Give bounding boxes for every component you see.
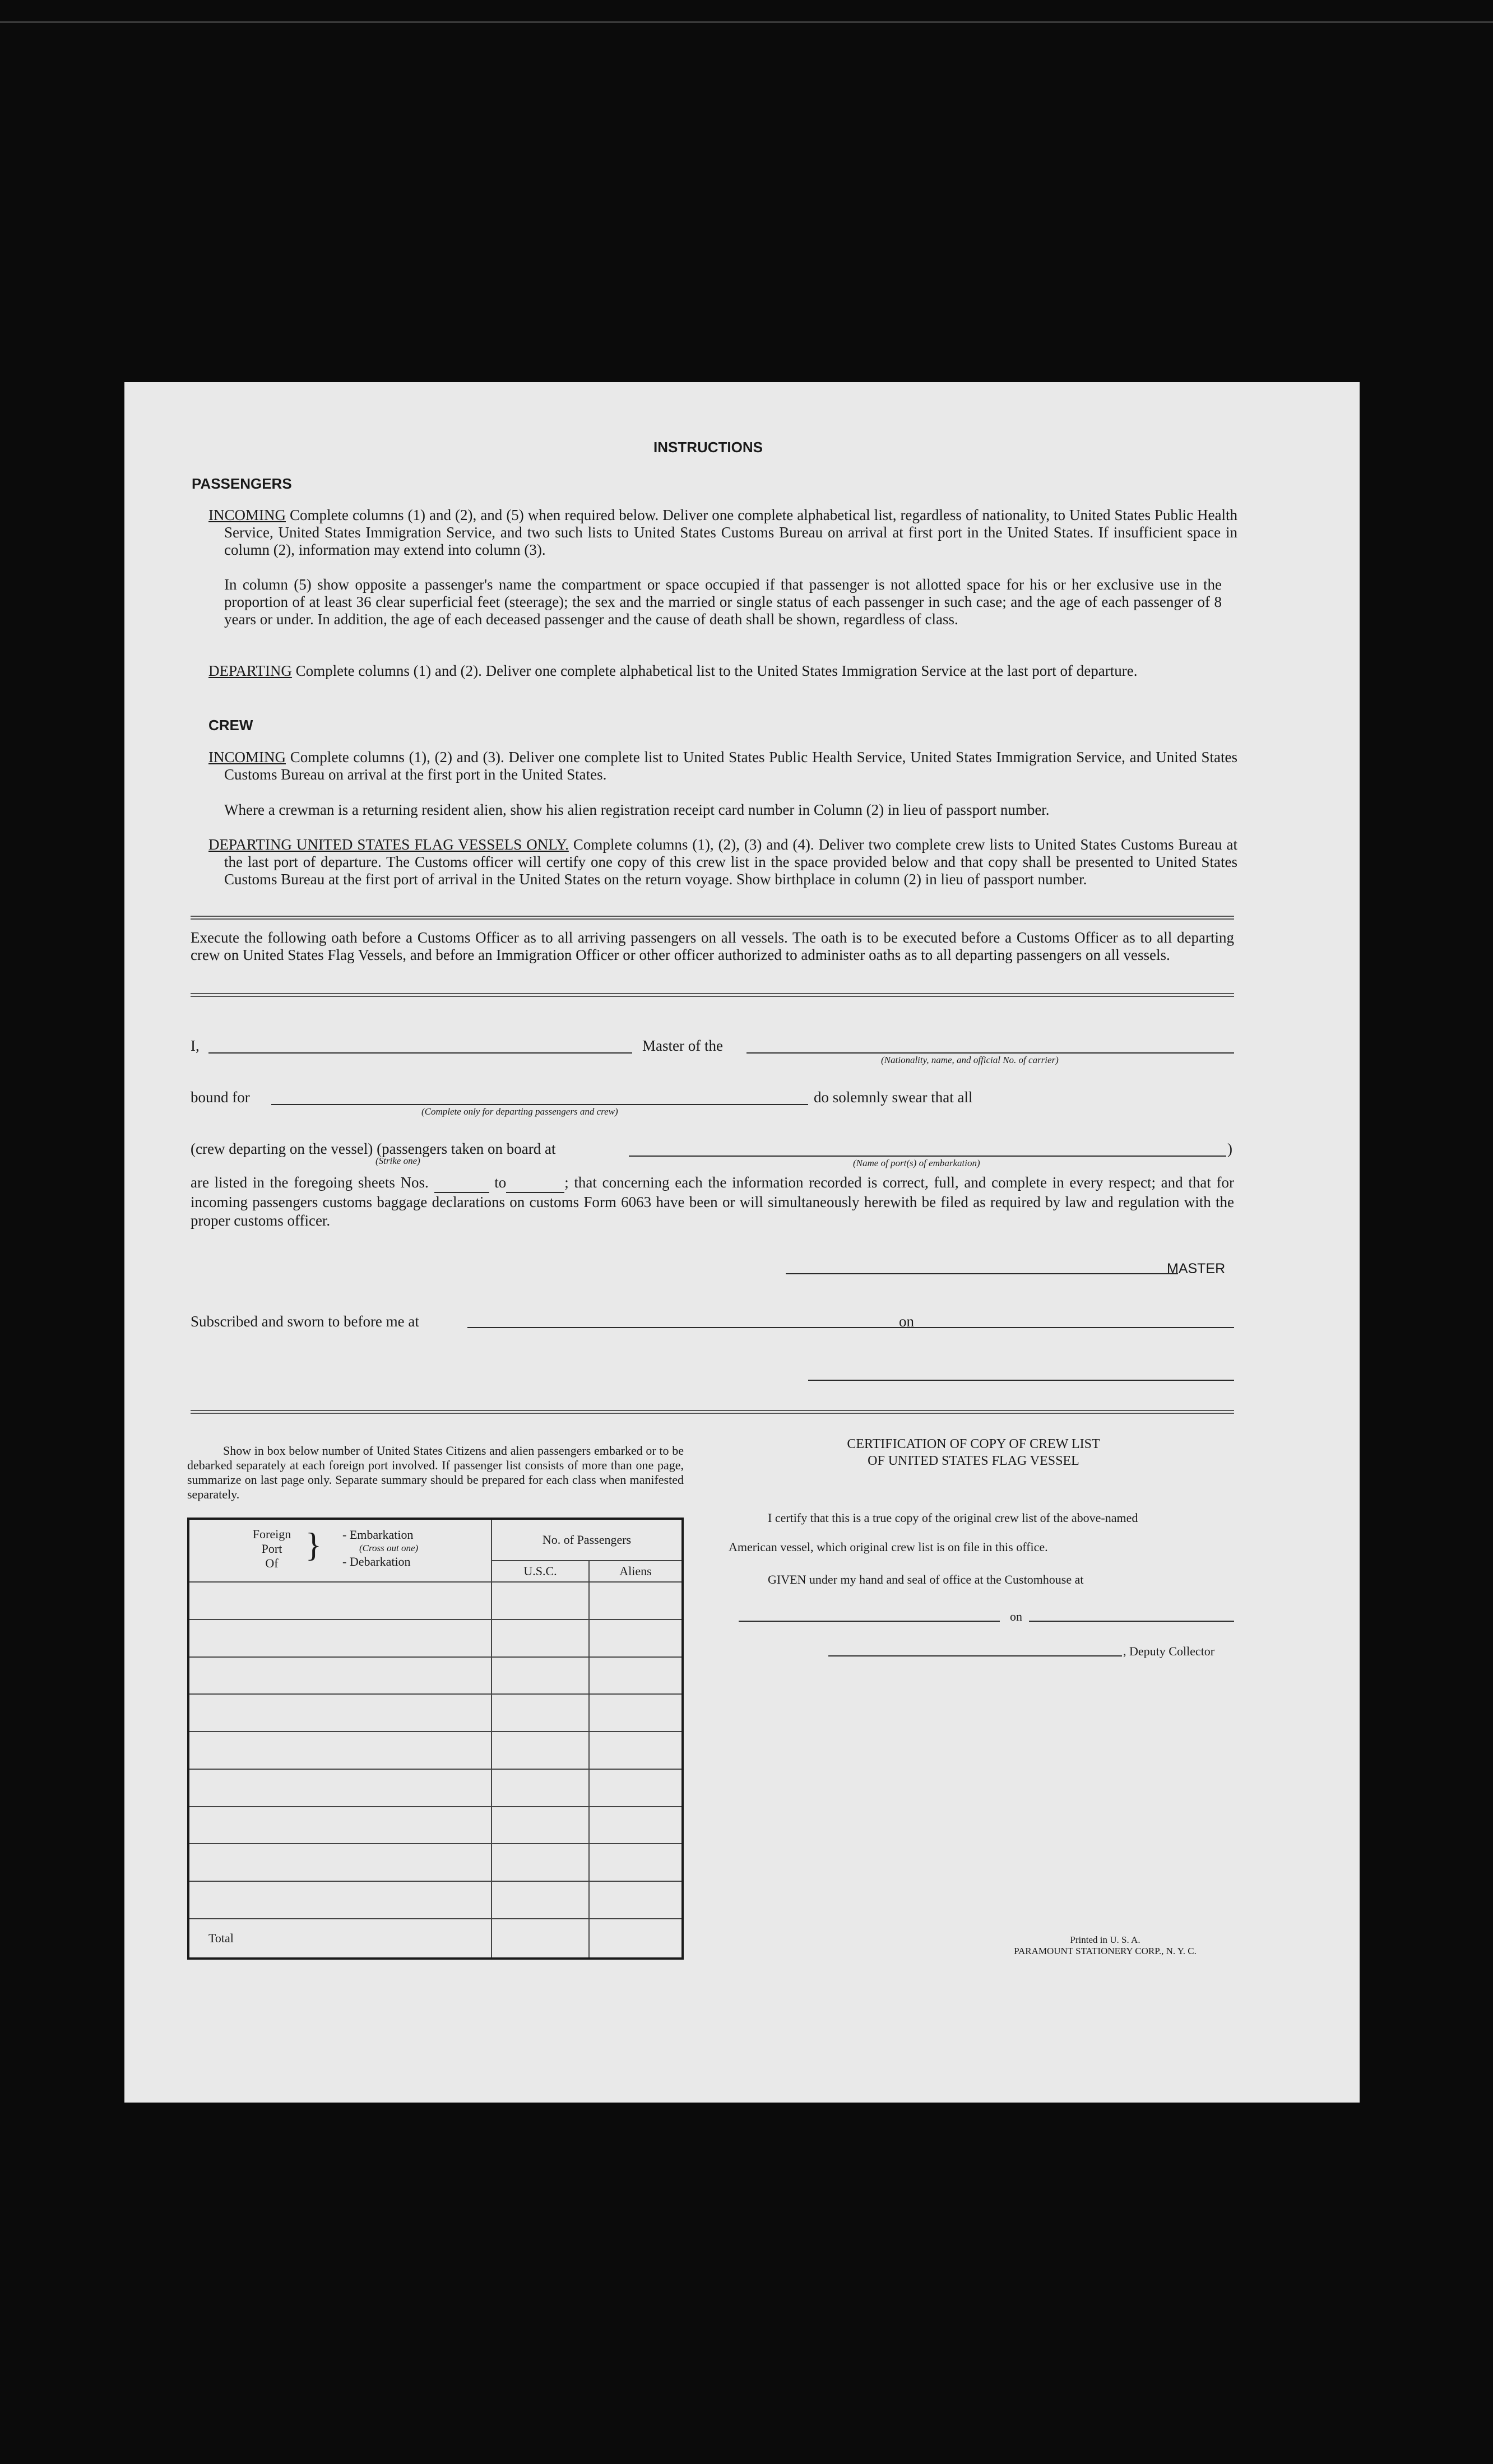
aliens-cell[interactable] — [589, 1881, 683, 1919]
carrier-field[interactable] — [746, 1052, 1234, 1054]
deputy-collector-label: , Deputy Collector — [1123, 1644, 1215, 1658]
passengers-departing-label: DEPARTING — [208, 662, 292, 679]
usc-cell[interactable] — [492, 1844, 589, 1881]
cross-out-hint: (Cross out one) — [359, 1543, 419, 1553]
usc-cell[interactable] — [492, 1657, 589, 1695]
certification-title-line-1: CERTIFICATION OF COPY OF CREW LIST — [847, 1437, 1100, 1451]
sheet-from-field[interactable] — [434, 1173, 489, 1193]
aliens-cell[interactable] — [589, 1620, 683, 1657]
given-line: GIVEN under my hand and seal of office at the Customhouse at — [768, 1572, 1084, 1586]
no-passengers-header: No. of Passengers — [492, 1519, 683, 1561]
aliens-cell[interactable] — [589, 1657, 683, 1695]
crew-flag-text: Complete columns (1), (2), (3) and (4). Deliver two complete crew lists to United States Customs Bureau at the last port of departure. The Customs officer will certify one copy of this crew list in the space provided below and that copy shall be presented to United States Customs Bureau at the first port of arrival in the United States on the return voyage. Show birthplace in column (2) in lieu of passport number. — [224, 836, 1237, 888]
aliens-cell[interactable] — [589, 1732, 683, 1769]
port-cell[interactable] — [188, 1732, 492, 1769]
passengers-heading: PASSENGERS — [192, 475, 292, 492]
deputy-collector-signature-field[interactable] — [828, 1655, 1122, 1656]
aliens-cell[interactable] — [589, 1582, 683, 1620]
passengers-incoming-label: INCOMING — [208, 507, 286, 523]
certify-line-2: American vessel, which original crew list is on file in this office. — [729, 1540, 1048, 1554]
section-divider-3 — [191, 1410, 1234, 1414]
printer-name: PARAMOUNT STATIONERY CORP., N. Y. C. — [1014, 1946, 1197, 1956]
port-cell[interactable] — [188, 1844, 492, 1881]
passengers-column5-paragraph: In column (5) show opposite a passenger's name the compartment or space occupied if that passenger is not allotted space for his or her exclusive use in the proportion of at least 36 clear superficial feet (steerage); the sex and the married or single status of each passenger in such case; and the age of each passenger of 8 years or under. In addition, the age of each deceased passenger and the cause of death shall be shown, regardless of class. — [224, 576, 1222, 628]
close-paren: ) — [1227, 1140, 1232, 1157]
master-of-label: Master of the — [642, 1037, 723, 1054]
sworn-place-field[interactable] — [467, 1327, 970, 1328]
bound-for-hint: (Complete only for departing passengers and crew) — [421, 1106, 618, 1117]
crew-flag-label: DEPARTING UNITED STATES FLAG VESSELS ONLY. — [208, 836, 569, 853]
crew-incoming-paragraph — [208, 749, 1237, 783]
aliens-header: Aliens — [589, 1561, 683, 1582]
aliens-cell[interactable] — [589, 1807, 683, 1844]
certification-title-line-2: OF UNITED STATES FLAG VESSEL — [868, 1454, 1079, 1468]
aliens-cell[interactable] — [589, 1844, 683, 1881]
carrier-hint: (Nationality, name, and official No. of carrier) — [881, 1055, 1059, 1065]
strike-one-hint: (Strike one) — [375, 1156, 420, 1166]
crew-resident-paragraph: Where a crewman is a returning resident alien, show his alien registration receipt card number in Column (2) in lieu of passport number. — [224, 801, 1050, 818]
crew-flag-paragraph — [208, 836, 1237, 888]
aliens-cell[interactable] — [589, 1769, 683, 1807]
swear-label: do solemnly swear that all — [814, 1089, 973, 1106]
usc-cell[interactable] — [492, 1620, 589, 1657]
usc-header: U.S.C. — [492, 1561, 589, 1582]
port-cell[interactable] — [188, 1881, 492, 1919]
master-signature-field[interactable] — [786, 1273, 1178, 1274]
usc-cell[interactable] — [492, 1881, 589, 1919]
brace-icon: } — [305, 1526, 322, 1563]
passengers-departing-text: Complete columns (1) and (2). Deliver one complete alphabetical list to the United States Immigration Service at the last port of departure. — [295, 662, 1138, 679]
crew-departing-label: (crew departing on the vessel) (passengers taken on board at — [191, 1140, 556, 1157]
certify-line-1: I certify that this is a true copy of the original crew list of the above-named — [768, 1511, 1138, 1525]
port-header-cell — [188, 1519, 492, 1582]
port-cell[interactable] — [188, 1582, 492, 1620]
certification-on-label: on — [1010, 1609, 1022, 1623]
listed-to: to — [494, 1174, 507, 1191]
total-usc-cell[interactable] — [492, 1919, 589, 1959]
passengers-incoming-text: Complete columns (1) and (2), and (5) when required below. Deliver one complete alphabetical list, regardless of nationality, to United States Public Health Service, United States Immigration Service, and two such lists to United States Customs Bureau on arrival at first port in the United States. If insufficient space in column (2), information may extend into column (3). — [224, 507, 1238, 558]
sworn-on-label: on — [899, 1313, 914, 1330]
printed-in-usa: Printed in U. S. A. — [1070, 1934, 1140, 1945]
crew-incoming-text: Complete columns (1), (2) and (3). Deliver one complete list to United States Public Health Service, United States Immigration Service, and United States Customs Bureau on arrival at the first port in the United States. — [224, 749, 1238, 783]
oath-listed-paragraph — [191, 1173, 1234, 1230]
master-signature-label: MASTER — [1167, 1261, 1226, 1277]
certification-date-field[interactable] — [1029, 1621, 1234, 1622]
summary-note: Show in box below number of United States Citizens and alien passengers embarked or to be debarked separately at each foreign port involved. If passenger list consists of more than one page, summarize on last page only. Separate summary should be prepared for each class when manifested separately. — [187, 1444, 684, 1501]
crew-incoming-label: INCOMING — [208, 749, 286, 765]
bound-for-field[interactable] — [271, 1104, 808, 1105]
total-aliens-cell[interactable] — [589, 1919, 683, 1959]
port-cell[interactable] — [188, 1657, 492, 1695]
usc-cell[interactable] — [492, 1582, 589, 1620]
oath-i-label: I, — [191, 1037, 200, 1054]
form-sheet — [124, 382, 1360, 2103]
listed-text-b: ; that concerning each the information recorded is correct, full, and complete in every respect; and that for incoming passengers customs baggage declarations on customs Form 6063 have been or will simultaneously herewith be filed as required by law and regulation with the proper customs officer. — [191, 1174, 1235, 1229]
sworn-date-field[interactable] — [916, 1327, 1234, 1328]
page-title: INSTRUCTIONS — [653, 439, 763, 456]
embarkation-label: - Embarkation — [342, 1528, 414, 1542]
passenger-summary-table — [187, 1518, 684, 1960]
usc-cell[interactable] — [492, 1694, 589, 1732]
oath-instruction: Execute the following oath before a Customs Officer as to all arriving passengers on all vessels. The oath is to be executed before a Customs Officer as to all departing crew on United States Flag Vessels, and before an Immigration Officer or other officer authorized to administer oaths as to all departing passengers on all vessels. — [191, 929, 1234, 963]
embarkation-port-field[interactable] — [629, 1156, 1226, 1157]
debarkation-label: - Debarkation — [342, 1554, 411, 1569]
passengers-incoming-paragraph — [208, 507, 1237, 559]
section-divider-1 — [191, 916, 1234, 920]
section-divider-2 — [191, 993, 1234, 997]
usc-cell[interactable] — [492, 1769, 589, 1807]
crew-heading: CREW — [208, 717, 253, 734]
master-name-field[interactable] — [208, 1052, 632, 1054]
usc-cell[interactable] — [492, 1807, 589, 1844]
port-cell[interactable] — [188, 1807, 492, 1844]
printer-imprint — [982, 1934, 1228, 1957]
bound-for-label: bound for — [191, 1089, 250, 1106]
foreign-label: Foreign — [252, 1527, 291, 1541]
customhouse-field[interactable] — [739, 1621, 1000, 1622]
usc-cell[interactable] — [492, 1732, 589, 1769]
officer-signature-field[interactable] — [808, 1380, 1234, 1381]
scan-border-line — [0, 21, 1493, 23]
port-cell[interactable] — [188, 1769, 492, 1807]
total-label: Total — [188, 1919, 492, 1959]
port-cell[interactable] — [188, 1620, 492, 1657]
subscribed-label: Subscribed and sworn to before me at — [191, 1313, 419, 1330]
aliens-cell[interactable] — [589, 1694, 683, 1732]
passengers-departing-paragraph — [208, 662, 1237, 680]
certification-title — [797, 1436, 1150, 1469]
listed-text-a: are listed in the foregoing sheets Nos. — [191, 1174, 429, 1191]
of-label: Of — [265, 1556, 279, 1570]
embarkation-port-hint: (Name of port(s) of embarkation) — [853, 1158, 980, 1168]
sheet-to-field[interactable] — [506, 1173, 564, 1193]
port-label: Port — [261, 1542, 282, 1556]
port-cell[interactable] — [188, 1694, 492, 1732]
